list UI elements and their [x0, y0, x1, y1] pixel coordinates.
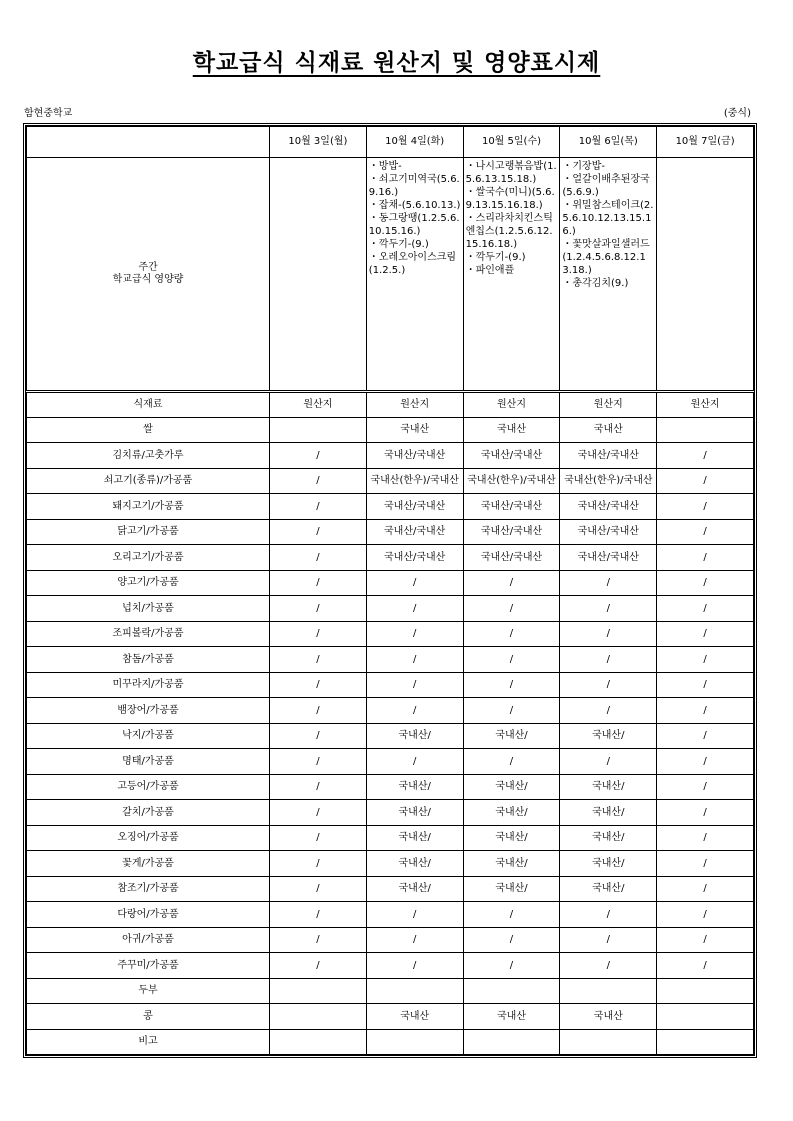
origin-cell: / [657, 520, 754, 545]
origin-cell [560, 979, 657, 1004]
menu-item: ・깍두기-(9.) [465, 252, 526, 263]
ingredient-row [27, 443, 754, 469]
ingredient-name: 고등어/가공품 [27, 775, 270, 800]
menu-item: ・쇠고기미역국(5.6.9.16.) [368, 174, 460, 198]
ingredient-row [27, 928, 754, 953]
origin-cell: / [657, 494, 754, 520]
ingredient-name: 비고 [27, 1030, 270, 1055]
origin-cell: 국내산/국내산 [366, 520, 463, 545]
ingredient-name: 낙지/가공품 [27, 724, 270, 749]
menu-item: ・나시고랭볶음밥(1.5.6.13.15.18.) [465, 161, 557, 185]
origin-cell: 국내산/ [560, 877, 657, 902]
origin-header-row [27, 392, 754, 418]
origin-cell: 국내산/ [560, 775, 657, 800]
date-header-row [27, 127, 754, 158]
ingredient-row [27, 800, 754, 826]
origin-cell: / [657, 902, 754, 928]
origin-cell: 국내산/ [366, 724, 463, 749]
date-header-cell: 10월 3일(월) [270, 127, 367, 158]
origin-cell: / [657, 571, 754, 596]
origin-cell: 국내산/국내산 [560, 494, 657, 520]
origin-cell: 국내산/ [560, 826, 657, 851]
origin-cell: / [270, 698, 367, 724]
origin-cell [270, 1030, 367, 1055]
ingredient-name: 다랑어/가공품 [27, 902, 270, 928]
origin-cell: 국내산/국내산 [463, 520, 560, 545]
origin-cell: / [270, 520, 367, 545]
origin-cell: 국내산/국내산 [463, 443, 560, 469]
origin-cell: / [657, 622, 754, 647]
origin-cell: / [366, 622, 463, 647]
date-header-cell: 10월 4일(화) [366, 127, 463, 158]
origin-cell: / [463, 622, 560, 647]
ingredient-row [27, 953, 754, 979]
ingredient-name: 오징어/가공품 [27, 826, 270, 851]
ingredient-row [27, 596, 754, 622]
origin-cell [560, 1030, 657, 1055]
origin-cell: / [463, 902, 560, 928]
origin-cell: / [657, 749, 754, 775]
origin-cell: / [657, 698, 754, 724]
menu-item: ・오레오아이스크림(1.2.5.) [368, 252, 457, 276]
origin-cell: / [270, 724, 367, 749]
origin-cell: / [270, 877, 367, 902]
menu-item: ・깍두기-(9.) [368, 239, 429, 250]
origin-cell: / [657, 953, 754, 979]
origin-cell: 국내산/국내산 [463, 545, 560, 571]
menu-item: ・스리라차치킨스틱엔칩스(1.2.5.6.12.15.16.18.) [465, 213, 553, 250]
ingredient-name: 콩 [27, 1004, 270, 1030]
origin-cell: / [560, 622, 657, 647]
ingredient-row [27, 1004, 754, 1030]
origin-cell: / [366, 953, 463, 979]
ingredient-row [27, 418, 754, 443]
origin-cell: / [270, 571, 367, 596]
origin-cell: 국내산/ [366, 851, 463, 877]
origin-cell: 국내산/국내산 [463, 494, 560, 520]
origin-cell: / [366, 902, 463, 928]
origin-cell: 국내산/ [463, 826, 560, 851]
ingredient-name: 뱀장어/가공품 [27, 698, 270, 724]
ingredient-name: 김치류/고춧가루 [27, 443, 270, 469]
origin-cell: / [270, 928, 367, 953]
origin-cell: / [657, 724, 754, 749]
ingredient-name: 넙치/가공품 [27, 596, 270, 622]
origin-cell: / [270, 826, 367, 851]
origin-cell: 국내산/ [366, 877, 463, 902]
ingredient-row [27, 877, 754, 902]
ingredient-row [27, 826, 754, 851]
origin-cell: 국내산/국내산 [366, 545, 463, 571]
menu-item: ・꽃맛살과일샐러드(1.2.4.5.6.8.12.13.18.) [562, 239, 650, 276]
origin-cell: / [463, 749, 560, 775]
origin-cell: / [463, 673, 560, 698]
origin-nutrition-table-frame [23, 123, 757, 1058]
origin-cell: / [270, 443, 367, 469]
origin-cell: / [366, 596, 463, 622]
origin-cell: 국내산/ [463, 877, 560, 902]
origin-cell: / [270, 953, 367, 979]
menu-cell [657, 158, 754, 392]
table-body [27, 127, 754, 1055]
ingredient-name: 닭고기/가공품 [27, 520, 270, 545]
origin-header: 원산지 [270, 392, 367, 418]
menu-cell [270, 158, 367, 392]
ingredient-name: 참돔/가공품 [27, 647, 270, 673]
origin-cell: / [657, 800, 754, 826]
ingredient-header: 식재료 [27, 392, 270, 418]
origin-cell: / [560, 928, 657, 953]
ingredient-row [27, 622, 754, 647]
origin-cell: / [657, 826, 754, 851]
origin-cell: 국내산(한우)/국내산 [463, 469, 560, 494]
origin-cell: 국내산/ [366, 826, 463, 851]
ingredient-row [27, 979, 754, 1004]
origin-cell: 국내산/ [560, 851, 657, 877]
ingredient-name: 아귀/가공품 [27, 928, 270, 953]
menu-cell [366, 158, 463, 392]
date-header-cell: 10월 7일(금) [657, 127, 754, 158]
origin-cell: 국내산/ [560, 724, 657, 749]
origin-cell: / [463, 596, 560, 622]
origin-cell: 국내산 [560, 1004, 657, 1030]
origin-header: 원산지 [463, 392, 560, 418]
origin-cell: / [366, 673, 463, 698]
origin-cell: / [657, 443, 754, 469]
origin-cell [366, 979, 463, 1004]
ingredient-row [27, 749, 754, 775]
corner-cell [27, 127, 270, 158]
origin-cell: / [560, 902, 657, 928]
ingredient-name: 돼지고기/가공품 [27, 494, 270, 520]
origin-cell: 국내산/ [463, 851, 560, 877]
origin-cell: / [366, 571, 463, 596]
origin-cell [463, 979, 560, 1004]
origin-cell: 국내산(한우)/국내산 [366, 469, 463, 494]
menu-item: ・기장밥- [562, 161, 605, 172]
menu-item: ・잡채-(5.6.10.13.) [368, 200, 461, 211]
origin-cell: 국내산/ [463, 775, 560, 800]
origin-header: 원산지 [657, 392, 754, 418]
ingredient-name: 조피볼락/가공품 [27, 622, 270, 647]
origin-header: 원산지 [366, 392, 463, 418]
date-header-cell: 10월 6일(목) [560, 127, 657, 158]
origin-cell: / [560, 596, 657, 622]
origin-cell: / [657, 596, 754, 622]
origin-cell: / [560, 647, 657, 673]
origin-cell: 국내산/ [560, 800, 657, 826]
origin-cell [270, 418, 367, 443]
document-title: 학교급식 식재료 원산지 및 영양표시제 [192, 50, 601, 76]
ingredient-name: 명태/가공품 [27, 749, 270, 775]
origin-cell: / [657, 775, 754, 800]
origin-cell: 국내산(한우)/국내산 [560, 469, 657, 494]
origin-cell: / [463, 571, 560, 596]
origin-cell: / [270, 673, 367, 698]
ingredient-row [27, 571, 754, 596]
origin-cell [366, 1030, 463, 1055]
ingredient-name: 꽃게/가공품 [27, 851, 270, 877]
ingredient-row [27, 520, 754, 545]
menu-item: ・얼갈이배추된장국(5.6.9.) [562, 174, 650, 198]
ingredient-row [27, 775, 754, 800]
menu-cell [560, 158, 657, 392]
origin-cell: / [657, 647, 754, 673]
origin-cell: / [270, 851, 367, 877]
origin-cell: 국내산/ [366, 800, 463, 826]
origin-cell: 국내산 [463, 418, 560, 443]
origin-cell: / [366, 749, 463, 775]
ingredient-name: 오리고기/가공품 [27, 545, 270, 571]
origin-cell [270, 979, 367, 1004]
origin-cell [657, 979, 754, 1004]
ingredient-name: 쌀 [27, 418, 270, 443]
origin-cell: / [560, 749, 657, 775]
menu-row [27, 158, 754, 392]
origin-cell: / [463, 647, 560, 673]
origin-cell: 국내산 [366, 418, 463, 443]
ingredient-name: 양고기/가공품 [27, 571, 270, 596]
menu-item: ・쌀국수(미니)(5.6.9.13.15.16.18.) [465, 187, 555, 211]
origin-cell: / [270, 902, 367, 928]
origin-cell: / [463, 953, 560, 979]
origin-cell: / [366, 928, 463, 953]
origin-cell: / [366, 698, 463, 724]
origin-cell: / [463, 928, 560, 953]
ingredient-name: 쇠고기(종류)/가공품 [27, 469, 270, 494]
origin-cell: / [270, 596, 367, 622]
origin-cell: / [270, 647, 367, 673]
origin-cell [657, 1004, 754, 1030]
ingredient-name: 미꾸라지/가공품 [27, 673, 270, 698]
ingredient-row [27, 724, 754, 749]
origin-cell [463, 1030, 560, 1055]
origin-cell: / [270, 469, 367, 494]
ingredient-name: 두부 [27, 979, 270, 1004]
ingredient-name: 주꾸미/가공품 [27, 953, 270, 979]
ingredient-name: 참조기/가공품 [27, 877, 270, 902]
origin-cell: / [657, 851, 754, 877]
school-name: 함현중학교 [24, 108, 73, 119]
menu-item: ・방밥- [368, 161, 402, 172]
origin-cell: 국내산 [366, 1004, 463, 1030]
origin-cell: / [657, 545, 754, 571]
origin-cell: 국내산/ [463, 724, 560, 749]
menu-item: ・위밀참스테이크(2.5.6.10.12.13.15.16.) [562, 200, 654, 237]
origin-cell: / [463, 698, 560, 724]
ingredient-row [27, 494, 754, 520]
ingredient-row [27, 469, 754, 494]
menu-row-label [27, 158, 270, 392]
origin-cell: 국내산 [463, 1004, 560, 1030]
ingredient-row [27, 1030, 754, 1055]
ingredient-name: 갈치/가공품 [27, 800, 270, 826]
origin-cell: 국내산/국내산 [366, 494, 463, 520]
origin-cell: 국내산/국내산 [366, 443, 463, 469]
origin-nutrition-table [26, 126, 754, 1055]
ingredient-row [27, 698, 754, 724]
origin-cell: / [270, 775, 367, 800]
origin-cell: 국내산 [560, 418, 657, 443]
origin-cell: 국내산/ [463, 800, 560, 826]
menu-label-line2: 학교급식 영양량 [112, 274, 184, 285]
origin-cell: 국내산/ [366, 775, 463, 800]
ingredient-row [27, 647, 754, 673]
origin-cell: / [560, 698, 657, 724]
origin-cell: / [270, 545, 367, 571]
origin-cell: / [657, 928, 754, 953]
origin-cell: / [270, 494, 367, 520]
origin-cell: / [270, 800, 367, 826]
menu-label-line1: 주간 [138, 262, 158, 273]
origin-cell [270, 1004, 367, 1030]
menu-item: ・총각김치(9.) [562, 278, 629, 289]
date-header-cell: 10월 5일(수) [463, 127, 560, 158]
ingredient-row [27, 673, 754, 698]
origin-cell: 국내산/국내산 [560, 545, 657, 571]
origin-cell: / [657, 469, 754, 494]
ingredient-row [27, 851, 754, 877]
origin-cell: / [657, 673, 754, 698]
origin-cell [657, 1030, 754, 1055]
origin-cell: / [560, 673, 657, 698]
origin-cell [657, 418, 754, 443]
origin-cell: / [270, 622, 367, 647]
origin-cell: / [560, 571, 657, 596]
origin-header: 원산지 [560, 392, 657, 418]
menu-item: ・파인애플 [465, 265, 515, 276]
origin-cell: 국내산/국내산 [560, 520, 657, 545]
menu-cell [463, 158, 560, 392]
origin-cell: / [270, 749, 367, 775]
meal-type: (중식) [723, 108, 751, 119]
ingredient-row [27, 902, 754, 928]
origin-cell: / [657, 877, 754, 902]
origin-cell: 국내산/국내산 [560, 443, 657, 469]
origin-cell: / [366, 647, 463, 673]
origin-cell: / [560, 953, 657, 979]
menu-item: ・동그랑땡(1.2.5.6.10.15.16.) [368, 213, 460, 237]
ingredient-row [27, 545, 754, 571]
